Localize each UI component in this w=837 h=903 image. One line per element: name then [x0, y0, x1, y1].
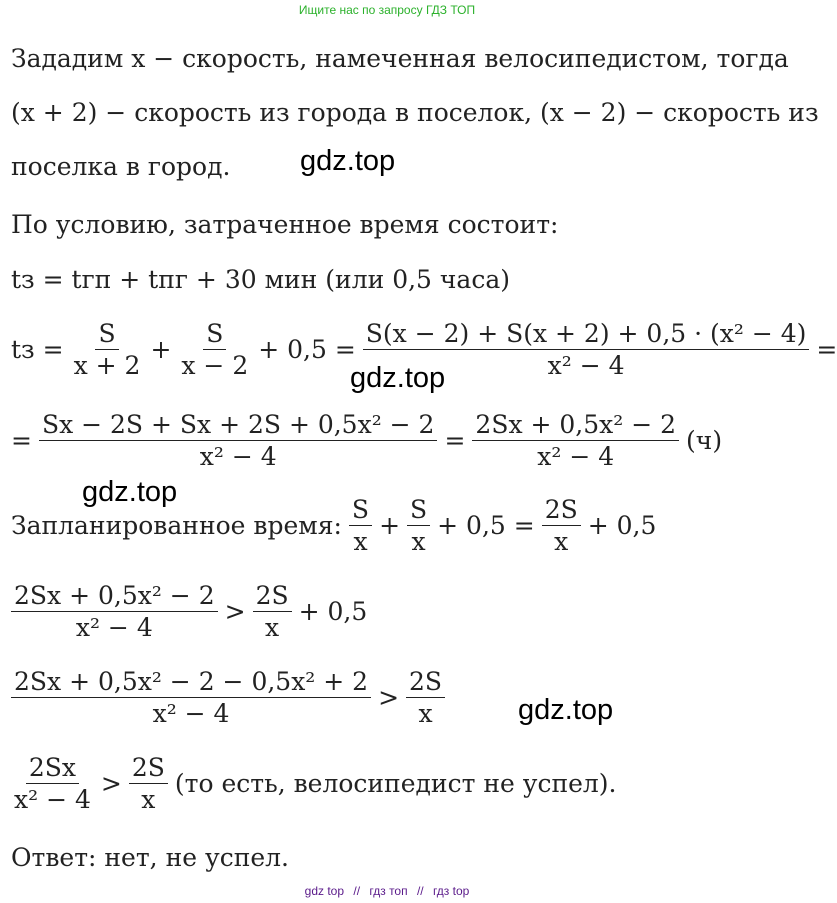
plus-term: + 0,5 — [298, 597, 368, 627]
equals-sign: = — [11, 426, 32, 456]
plus-term: + 0,5 — [587, 511, 657, 541]
plus-sign: + — [379, 511, 401, 541]
watermark: gdz.top — [518, 694, 614, 726]
greater-sign: > — [100, 769, 122, 799]
footer-links — [0, 884, 774, 898]
fraction: $\frac{2S}{x}$ — [129, 752, 168, 816]
fraction: $\frac{\text{Sx − 2S + Sx + 2S + 0,5x² − 2}}{\text{x² − 4}}$ — [39, 409, 438, 473]
paragraph-4: По условию, затраченное время состоит: — [11, 210, 559, 239]
watermark: gdz.top — [350, 362, 446, 394]
footer-separator: // — [416, 884, 424, 898]
fraction: $\frac{S}{x}$ — [407, 494, 430, 558]
fraction: $\frac{S}{x}$ — [349, 494, 372, 558]
fraction: $\frac{2S}{x}$ — [253, 580, 292, 644]
footer-link[interactable]: гдз топ — [369, 884, 408, 898]
paragraph-3: поселка в город. — [11, 152, 231, 181]
fraction: $\frac{\text{2Sx + 0,5x² − 2 − 0,5x² + 2}}{\text{x² − 4}}$ — [11, 666, 371, 730]
watermark: gdz.top — [82, 476, 178, 508]
equation-simplified — [11, 409, 722, 473]
paragraph-2: (x + 2) − скорость из города в поселок, (x − 2) − скорость из — [11, 98, 819, 127]
greater-sign: > — [378, 683, 400, 713]
plus-term: + 0,5 = — [258, 335, 356, 365]
note-text: (то есть, велосипедист не успел). — [174, 769, 617, 799]
answer: Ответ: нет, не успел. — [11, 843, 289, 872]
top-search-link[interactable]: Ищите нас по запросу ГДЗ ТОП — [298, 3, 476, 17]
greater-sign: > — [224, 597, 246, 627]
fraction: $\frac{2Sx}{\text{x² − 4}}$ — [14, 753, 91, 815]
equals-sign: = — [816, 335, 837, 365]
equals-sign: = — [444, 426, 466, 456]
inequality-3 — [8, 752, 617, 816]
fraction: $\frac{2S}{x}$ — [406, 666, 445, 730]
plus-sign: + — [150, 335, 172, 365]
planned-label: Запланированное время: — [11, 511, 342, 541]
fraction: $\frac{\text{S(x − 2) + S(x + 2) + 0,5 · (x² − 4)}}{\text{x² − 4}}$ — [363, 318, 810, 382]
unit-label: (ч) — [686, 426, 723, 456]
t-label: tз = — [11, 335, 64, 365]
time-formula: tз = tгп + tпг + 30 мин (или 0,5 часа) — [11, 265, 510, 294]
fraction: $\frac{\text{2Sx + 0,5x² − 2}}{\text{x² − 4}}$ — [11, 580, 218, 644]
fraction: $\frac{S}{x + 2}$ — [73, 319, 141, 381]
footer-link[interactable]: гдз top — [432, 884, 470, 898]
inequality-1 — [8, 580, 367, 644]
footer-link[interactable]: gdz top — [304, 884, 345, 898]
fraction: $\frac{2S}{x}$ — [542, 494, 581, 558]
paragraph-1: Зададим x − скорость, намеченная велосипедистом, тогда — [11, 44, 789, 73]
watermark: gdz.top — [300, 145, 396, 177]
plus-term: + 0,5 = — [437, 511, 535, 541]
footer-separator: // — [353, 884, 361, 898]
fraction: $\frac{\text{2Sx + 0,5x² − 2}}{\text{x² − 4}}$ — [472, 409, 679, 473]
inequality-2 — [8, 666, 448, 730]
fraction: $\frac{S}{x - 2}$ — [181, 319, 249, 381]
